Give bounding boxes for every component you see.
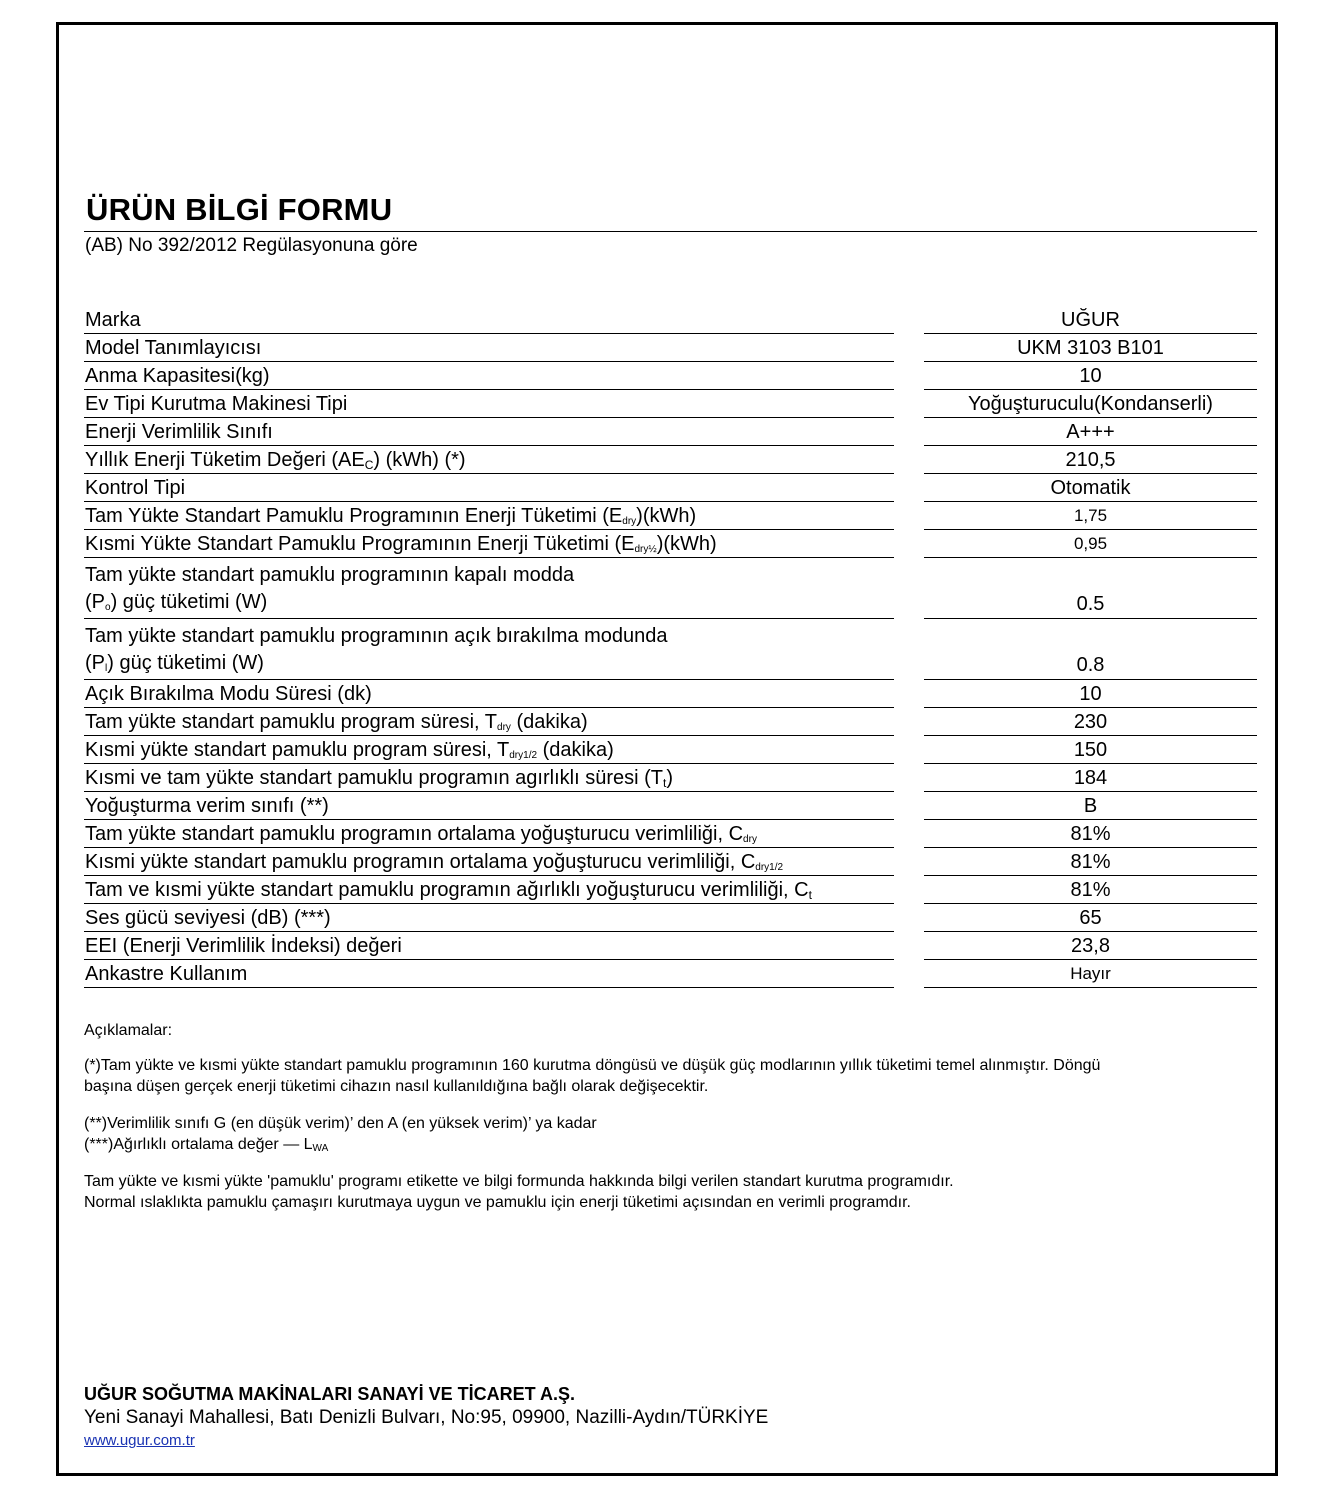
- table-row: [84, 418, 1257, 446]
- table-row: [84, 306, 1257, 334]
- company-name: UĞUR SOĞUTMA MAKİNALARI SANAYİ VE TİCARET A.Ş.: [84, 1384, 576, 1404]
- row-label: Marka: [84, 306, 894, 334]
- row-label: Enerji Verimlilik Sınıfı: [84, 418, 894, 446]
- row-value: 10: [924, 362, 1257, 390]
- table-row: [84, 820, 1257, 848]
- row-label: Kısmi yükte standart pamuklu program süresi, $T_{dry1/2}$ (dakika): [84, 736, 894, 764]
- table-row: [84, 792, 1257, 820]
- table-row: [84, 708, 1257, 736]
- row-value: UKM 3103 B101: [924, 334, 1257, 362]
- row-value: 230: [924, 708, 1257, 736]
- row-label: Kontrol Tipi: [84, 474, 894, 502]
- row-value: 81%: [924, 876, 1257, 904]
- note-4-line-2: Normal ıslaklıkta pamuklu çamaşırı kurutmaya uygun ve pamuklu için enerji tüketimi açısından en verimli programdır.: [84, 1194, 911, 1211]
- row-label: Yoğuşturma verim sınıfı (**): [84, 792, 894, 820]
- row-value: 1,75: [924, 502, 1257, 530]
- table-row: [84, 680, 1257, 708]
- row-value: 65: [924, 904, 1257, 932]
- table-row: [84, 904, 1257, 932]
- row-value: 10: [924, 680, 1257, 708]
- row-value: 81%: [924, 848, 1257, 876]
- table-row: [84, 530, 1257, 558]
- note-1-line-1: (*)Tam yükte ve kısmi yükte standart pamuklu programının 160 kurutma döngüsü ve düşük güç modlarının yıllık tüketimi temel alınmıştır. Döngü: [84, 1057, 1101, 1074]
- row-label: Tam yükte standart pamuklu programının kapalı modda $(P_o)$ güç tüketimi (W): [84, 558, 894, 619]
- row-label: EEI (Enerji Verimlilik İndeksi) değeri: [84, 932, 894, 960]
- row-label: Ev Tipi Kurutma Makinesi Tipi: [84, 390, 894, 418]
- page-title: ÜRÜN BİLGİ FORMU: [86, 192, 393, 227]
- row-value: 81%: [924, 820, 1257, 848]
- table-row: [84, 932, 1257, 960]
- notes-heading: Açıklamalar:: [84, 1022, 173, 1039]
- row-label: Yıllık Enerji Tüketim Değeri $(AE_C)$ (kWh) (*): [84, 446, 894, 474]
- page-subtitle: (AB) No 392/2012 Regülasyonuna göre: [85, 235, 418, 256]
- row-value: 0.8: [924, 619, 1257, 680]
- table-row: [84, 502, 1257, 530]
- product-info-table: [84, 306, 1257, 988]
- table-row: [84, 876, 1257, 904]
- table-row: [84, 960, 1257, 988]
- table-row: [84, 848, 1257, 876]
- table-row: [84, 390, 1257, 418]
- row-label: Kısmi ve tam yükte standart pamuklu programın agırlıklı süresi $(T_t)$: [84, 764, 894, 792]
- table-row: [84, 446, 1257, 474]
- row-label: Ses gücü seviyesi (dB) (***): [84, 904, 894, 932]
- row-value: B: [924, 792, 1257, 820]
- row-label: Tam yükte standart pamuklu programının açık bırakılma modunda $(P_l)$ güç tüketimi (W): [84, 619, 894, 680]
- row-value: 0,95: [924, 530, 1257, 558]
- row-value: Otomatik: [924, 474, 1257, 502]
- row-value: Yoğuşturuculu(Kondanserli): [924, 390, 1257, 418]
- row-label: Açık Bırakılma Modu Süresi (dk): [84, 680, 894, 708]
- row-value: A+++: [924, 418, 1257, 446]
- row-label: Tam yükte standart pamuklu program süresi, $T_{dry}$ (dakika): [84, 708, 894, 736]
- row-value: 184: [924, 764, 1257, 792]
- company-website-link[interactable]: www.ugur.com.tr: [84, 1432, 195, 1449]
- row-value: 150: [924, 736, 1257, 764]
- title-divider: [84, 231, 1257, 232]
- note-2: (**)Verimlilik sınıfı G (en düşük verim)’ den A (en yüksek verim)’ ya kadar: [84, 1115, 597, 1132]
- company-info: [84, 1382, 768, 1452]
- row-label: Tam yükte standart pamuklu programın ortalama yoğuşturucu verimliliği, $C_{dry}$: [84, 820, 894, 848]
- row-label: Anma Kapasitesi(kg): [84, 362, 894, 390]
- note-4-line-1: Tam yükte ve kısmi yükte 'pamuklu' programı etikette ve bilgi formunda hakkında bilgi verilen standart kurutma programıdır.: [84, 1173, 954, 1190]
- row-value: 23,8: [924, 932, 1257, 960]
- notes-section: [84, 1020, 1244, 1213]
- row-value: 0.5: [924, 558, 1257, 619]
- company-address: Yeni Sanayi Mahallesi, Batı Denizli Bulvarı, No:95, 09900, Nazilli-Aydın/TÜRKİYE: [84, 1407, 769, 1428]
- table-row: [84, 362, 1257, 390]
- row-label: Model Tanımlayıcısı: [84, 334, 894, 362]
- row-value: Hayır: [924, 960, 1257, 988]
- note-3: (***)Ağırlıklı ortalama değer — $L_{WA}$: [84, 1136, 329, 1154]
- row-label: Tam Yükte Standart Pamuklu Programının Enerji Tüketimi $(E_{dry})(kWh)$: [84, 502, 894, 530]
- row-value: UĞUR: [924, 306, 1257, 334]
- row-label: Tam ve kısmi yükte standart pamuklu programın ağırlıklı yoğuşturucu verimliliği, $C_t$: [84, 876, 894, 904]
- table-row: [84, 764, 1257, 792]
- row-label: Ankastre Kullanım: [84, 960, 894, 988]
- table-row: [84, 558, 1257, 619]
- table-row: [84, 334, 1257, 362]
- table-row: [84, 619, 1257, 680]
- row-label: Kısmi yükte standart pamuklu programın ortalama yoğuşturucu verimliliği, $C_{dry1/2}$: [84, 848, 894, 876]
- note-1-line-2: başına düşen gerçek enerji tüketimi cihazın nasıl kullanıldığına bağlı olarak değişecektir.: [84, 1078, 709, 1095]
- row-label: Kısmi Yükte Standart Pamuklu Programının Enerji Tüketimi $(E_{dry\frac{1}{2}})(kWh)$: [84, 530, 894, 558]
- table-row: [84, 474, 1257, 502]
- row-value: 210,5: [924, 446, 1257, 474]
- table-row: [84, 736, 1257, 764]
